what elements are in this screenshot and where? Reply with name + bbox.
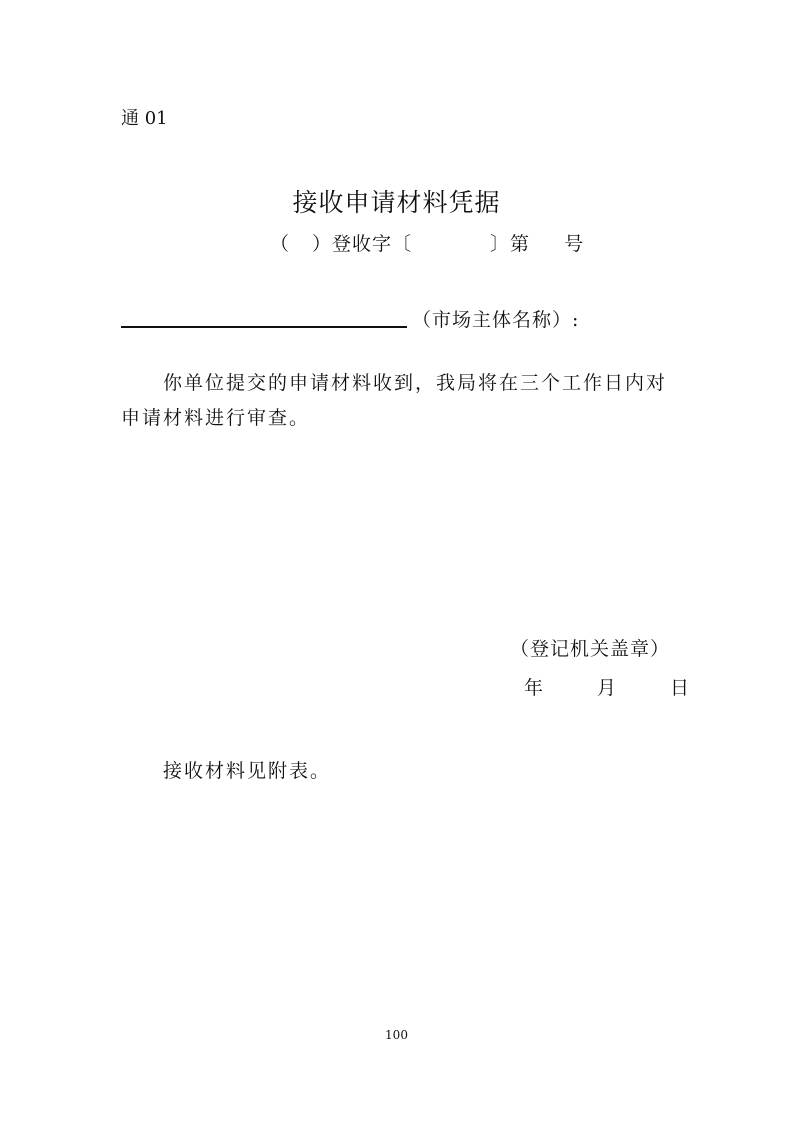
reference-number-word: 号: [564, 233, 585, 255]
reference-line: [270, 229, 584, 256]
reference-reg-word: 登收字〔: [332, 233, 413, 255]
date-day: 日: [670, 677, 690, 699]
form-code: 通 01: [121, 108, 168, 129]
page-number: 100: [385, 1028, 408, 1042]
date-year: 年: [524, 677, 544, 699]
reference-close-bracket: 〕第: [490, 233, 531, 255]
document-title: 接收申请材料凭据: [292, 188, 501, 217]
addressee-blank-line: [121, 326, 407, 328]
reference-close-paren: ）: [312, 233, 333, 255]
attachment-note: 接收材料见附表。: [163, 760, 332, 782]
body-paragraph: 你单位提交的申请材料收到，我局将在三个工作日内对申请材料进行审查。: [121, 372, 668, 429]
reference-open-paren: （: [270, 233, 291, 255]
date-month: 月: [597, 677, 617, 699]
date-line: [524, 673, 689, 700]
seal-label: （登记机关盖章）: [510, 638, 671, 660]
addressee-label: （市场主体名称）:: [412, 309, 580, 331]
